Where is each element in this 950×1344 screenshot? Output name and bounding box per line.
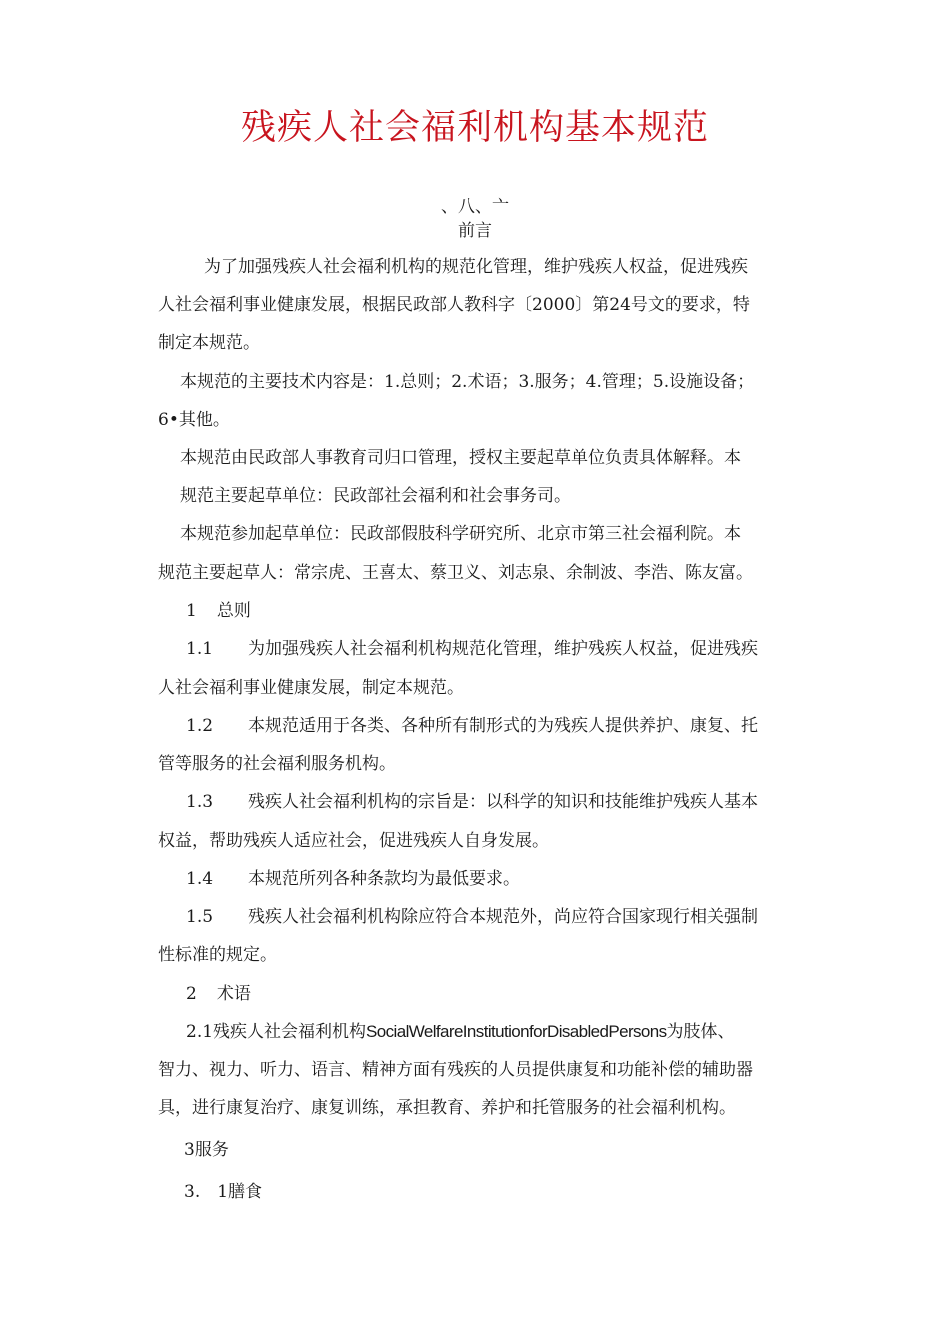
preface-p1-line2: 人社会福利事业健康发展，根据民政部人教科字〔2000〕第24号文的要求，特 (158, 295, 750, 315)
clause-number: 1.1 (186, 639, 214, 659)
clause-1-1-cont: 人社会福利事业健康发展，制定本规范。 (158, 678, 464, 698)
document-title: 残疾人社会福利机构基本规范 (240, 108, 709, 148)
section-2-heading (186, 982, 251, 1006)
preface-p3-line2: 规范主要起草单位：民政部社会福利和社会事务司。 (180, 486, 571, 506)
preface-heading: 前言 (458, 221, 492, 241)
header-mark: 、八、亠 (441, 197, 509, 217)
preface-p2-line2: 6•其他。 (158, 410, 230, 430)
section-1-heading (186, 599, 251, 623)
clause-number: 1.5 (186, 907, 214, 927)
clause-1-3 (186, 790, 758, 814)
clause-2-1-cont2: 具，进行康复治疗、康复训练，承担教育、养护和托管服务的社会福利机构。 (158, 1098, 736, 1118)
clause-text: 残疾人社会福利机构除应符合本规范外，尚应符合国家现行相关强制 (248, 907, 758, 927)
clause-1-2 (186, 714, 758, 738)
clause-1-4 (186, 867, 520, 891)
clause-2-1 (186, 1020, 735, 1044)
preface-p1-line1: 为了加强残疾人社会福利机构的规范化管理，维护残疾人权益，促进残疾 (204, 257, 748, 277)
section-3-heading: 3服务 (184, 1140, 229, 1160)
clause-number: 1.3 (186, 792, 214, 812)
clause-number: 1.4 (186, 869, 214, 889)
clause-prefix: 2.1残疾人社会福利机构 (186, 1022, 367, 1042)
section-3-1-heading: 3. 1膳食 (184, 1182, 263, 1202)
clause-1-5-cont: 性标准的规定。 (158, 945, 277, 965)
section-1-number: 1 (186, 601, 197, 621)
clause-1-3-cont: 权益，帮助残疾人适应社会，促进残疾人自身发展。 (158, 831, 549, 851)
clause-text: 为加强残疾人社会福利机构规范化管理，维护残疾人权益，促进残疾 (248, 639, 758, 659)
clause-suffix: 为肢体、 (666, 1022, 735, 1042)
clause-2-1-cont1: 智力、视力、听力、语言、精神方面有残疾的人员提供康复和功能补偿的辅助器 (158, 1060, 753, 1080)
section-2-title: 术语 (216, 984, 251, 1004)
preface-p1-line3: 制定本规范。 (158, 333, 260, 353)
clause-1-2-cont: 管等服务的社会福利服务机构。 (158, 754, 396, 774)
clause-text: 残疾人社会福利机构的宗旨是：以科学的知识和技能维护残疾人基本 (248, 792, 758, 812)
clause-1-1 (186, 637, 758, 661)
clause-text: 本规范适用于各类、各种所有制形式的为残疾人提供养护、康复、托 (248, 716, 758, 736)
clause-1-5 (186, 905, 758, 929)
preface-p4-line1: 本规范参加起草单位：民政部假肢科学研究所、北京市第三社会福利院。本 (180, 524, 741, 544)
preface-p2-line1: 本规范的主要技术内容是：1.总则；2.术语；3.服务；4.管理；5.设施设备； (180, 372, 755, 392)
preface-p4-line2: 规范主要起草人：常宗虎、王喜太、蔡卫义、刘志泉、余制波、李浩、陈友富。 (158, 563, 753, 583)
clause-text: 本规范所列各种条款均为最低要求。 (248, 869, 520, 889)
preface-p3-line1: 本规范由民政部人事教育司归口管理，授权主要起草单位负责具体解释。本 (180, 448, 741, 468)
section-1-title: 总则 (216, 601, 251, 621)
clause-number: 1.2 (186, 716, 214, 736)
section-2-number: 2 (186, 984, 197, 1004)
english-term: SocialWelfareInstitutionforDisabledPersons (366, 1022, 667, 1041)
